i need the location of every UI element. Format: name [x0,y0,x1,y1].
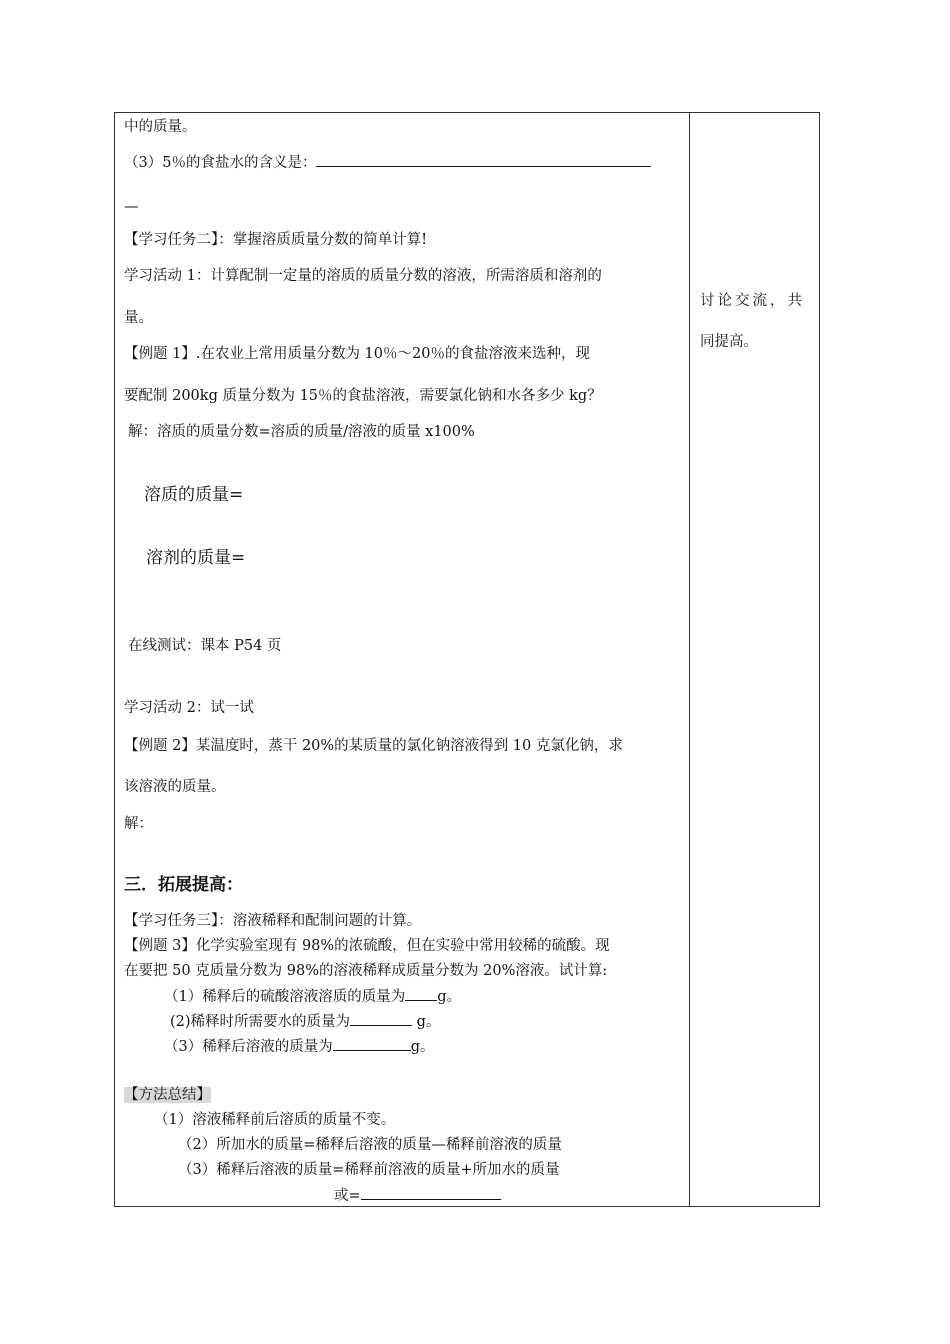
example-line: 要配制 200kg 质量分数为 15％的食盐溶液，需要氯化钠和水各多少 kg？ [124,388,602,404]
solution-line: 解：溶质的质量分数=溶质的质量/溶液的质量 x100% [128,424,475,440]
section-heading: 三．拓展提高： [124,875,243,895]
question-1: （1）稀释后的硫酸溶液溶质的质量为 g。 [164,986,461,1007]
method-line: （1）溶液稀释前后溶质的质量不变。 [154,1112,396,1128]
solution-line: 解： [124,816,153,832]
answer-blank[interactable] [316,152,651,167]
answer-blank[interactable] [333,1036,411,1051]
text-line: （3）5％的食盐水的含义是： [124,152,651,173]
column-divider [689,112,690,1207]
activity-line: 学习活动 2：试一试 [124,700,254,716]
task-heading: 【学习任务二】：掌握溶质质量分数的简单计算! [124,232,428,248]
answer-blank[interactable] [350,1011,412,1026]
online-test: 在线测试：课本 P54 页 [128,638,282,654]
example-line: 【例题 3】化学实验室现有 98%的浓硫酸，但在实验中常用较稀的硫酸。现 [124,938,610,954]
side-note: 同提高。 [700,334,758,350]
method-line: （3）稀释后溶液的质量=稀释前溶液的质量+所加水的质量 [178,1162,560,1178]
solute-mass: 溶质的质量= [144,485,244,505]
text-line: 学习活动 1：计算配制一定量的溶质的质量分数的溶液，所需溶质和溶剂的 [124,268,602,284]
question-2: (2)稀释时所需要水的质量为 g。 [170,1011,440,1032]
example-line: 【例题 2】某温度时，蒸干 20%的某质量的氯化钠溶液得到 10 克氯化钠，求 [124,738,623,754]
text-line: — [124,199,139,215]
solvent-mass: 溶剂的质量= [146,548,246,568]
answer-blank[interactable] [405,986,437,1001]
method-summary-heading: 【方法总结】 [124,1087,211,1103]
example-line: 【例题 1】.在农业上常用质量分数为 10％～20％的食盐溶液来选种，现 [124,346,590,362]
example-line: 在要把 50 克质量分数为 98%的溶液稀释成质量分数为 20%溶液。试计算: [124,963,608,979]
method-line: 或= [334,1185,501,1206]
text-line: 量。 [124,310,153,326]
method-line: （2）所加水的质量=稀释后溶液的质量—稀释前溶液的质量 [178,1137,562,1153]
question-3: （3）稀释后溶液的质量为 g。 [164,1036,435,1057]
example-line: 该溶液的质量。 [124,779,226,795]
text-line: 中的质量。 [124,119,197,135]
answer-blank[interactable] [361,1185,501,1200]
task-heading: 【学习任务三】：溶液稀释和配制问题的计算。 [124,913,422,929]
side-note: 讨论交流，共 [700,293,805,309]
